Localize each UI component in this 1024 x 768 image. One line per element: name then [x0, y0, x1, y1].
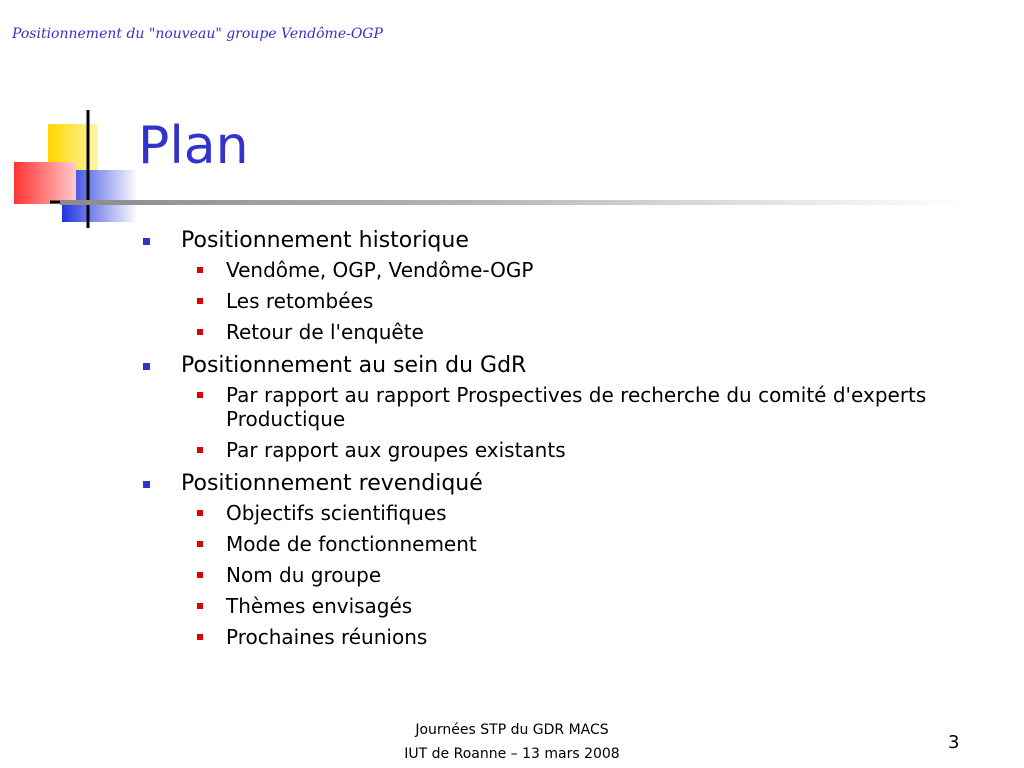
- bullet-level2: [188, 625, 963, 649]
- footer-line1: Journées STP du GDR MACS: [415, 722, 609, 738]
- bullet-level2: [188, 383, 963, 431]
- bullet-text: Prochaines réunions: [226, 625, 428, 649]
- red-square-bullet-icon: [197, 267, 203, 273]
- red-square-bullet-icon: [197, 541, 203, 547]
- blue-square-bullet-icon: [143, 238, 150, 245]
- bullet-level2: [188, 594, 963, 618]
- footer-line2: IUT de Roanne – 13 mars 2008: [404, 746, 620, 762]
- bullet-text: Les retombées: [226, 289, 374, 313]
- bullet-level2: [188, 563, 963, 587]
- bullet-text: Positionnement historique: [181, 228, 469, 253]
- bullet-text: Positionnement revendiqué: [181, 471, 483, 496]
- bullet-text: Nom du groupe: [226, 563, 382, 587]
- red-square-bullet-icon: [197, 510, 203, 516]
- bullet-level2: [188, 320, 963, 344]
- page-number: 3: [948, 732, 960, 753]
- bullet-text: Retour de l'enquête: [226, 320, 424, 344]
- slide-title: Plan: [138, 116, 249, 176]
- bullet-level1: [143, 469, 963, 499]
- bullet-level1: [143, 226, 963, 256]
- bullet-level2: [188, 438, 963, 462]
- blue-square-bullet-icon: [143, 481, 150, 488]
- red-square-bullet-icon: [197, 634, 203, 640]
- bullet-text: Par rapport au rapport Prospectives de recherche du comité d'experts Productique: [226, 383, 927, 431]
- bullet-text: Objectifs scientifiques: [226, 501, 447, 525]
- bullet-level2: [188, 501, 963, 525]
- bullet-level2: [188, 532, 963, 556]
- bullet-level1: [143, 351, 963, 381]
- red-square-bullet-icon: [197, 572, 203, 578]
- bullet-text: Par rapport aux groupes existants: [226, 438, 566, 462]
- decorative-squares-logo: [12, 108, 142, 230]
- bullet-text: Vendôme, OGP, Vendôme-OGP: [226, 258, 534, 282]
- red-square-bullet-icon: [197, 298, 203, 304]
- bullet-level2: [188, 258, 963, 282]
- red-square-bullet-icon: [197, 603, 203, 609]
- slide-content: [143, 226, 963, 656]
- red-square-bullet-icon: [197, 329, 203, 335]
- title-divider: [60, 200, 970, 205]
- bullet-level2: [188, 289, 963, 313]
- header-title: Positionnement du "nouveau" groupe Vendôme-OGP: [12, 26, 383, 42]
- bullet-text: Mode de fonctionnement: [226, 532, 477, 556]
- bullet-text: Thèmes envisagés: [226, 594, 413, 618]
- slide-footer: [0, 718, 1024, 766]
- bullet-text: Positionnement au sein du GdR: [181, 353, 527, 378]
- logo-red-square: [14, 162, 76, 204]
- red-square-bullet-icon: [197, 447, 203, 453]
- red-square-bullet-icon: [197, 392, 203, 398]
- blue-square-bullet-icon: [143, 363, 150, 370]
